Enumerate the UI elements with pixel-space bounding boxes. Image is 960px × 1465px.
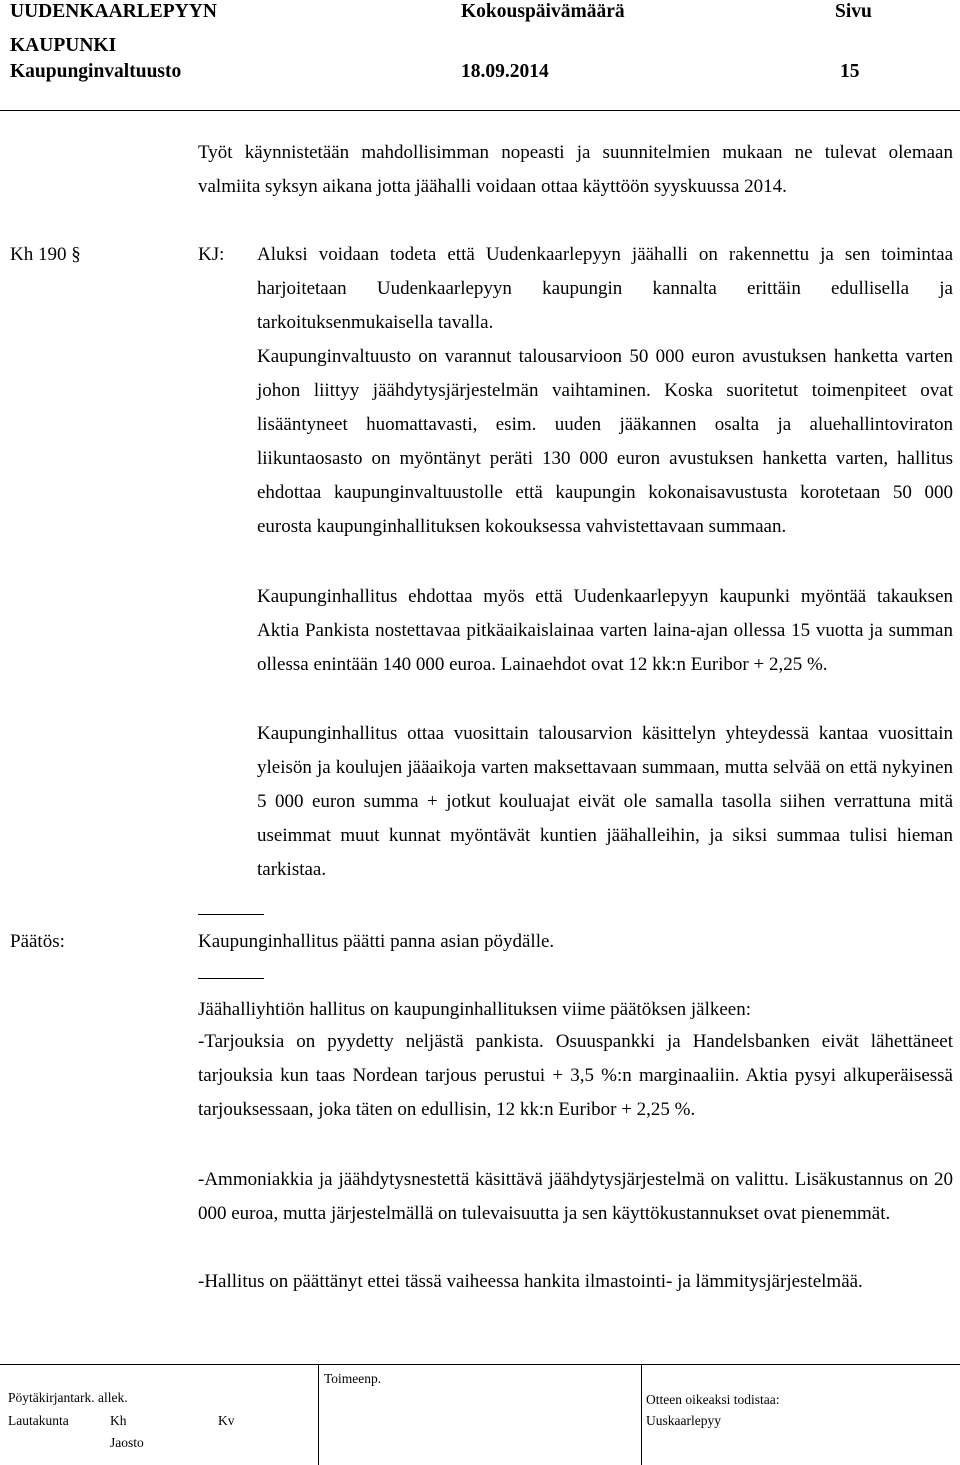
addendum-item-1: -Tarjouksia on pyydetty neljästä pankista. Osuuspankki ja Handelsbanken eivät lähettäneet tarjouksia kun taas Nordean tarjous perustui + 3,5 %:n marginaaliin. Aktia pysyi alkuperäisessä tarjouksessaan, joka täten on edullisin, 12 kk:n Euribor + 2,25 %. xyxy=(198,1031,953,1120)
decision-label: Päätös: xyxy=(10,931,65,952)
org-name-line1: UUDENKAARLEPYYN xyxy=(10,1,217,22)
footer-signature-table xyxy=(0,1364,960,1465)
date-label: Kokouspäivämäärä xyxy=(461,1,625,22)
date-value: 18.09.2014 xyxy=(461,61,549,82)
intro-paragraph: Työt käynnistetään mahdollisimman nopeasti ja suunnitelmien mukaan ne tulevat olemaan valmiita syksyn aikana jotta jäähalli voidaan ottaa käyttöön syyskuussa 2014. xyxy=(198,142,953,197)
col-kv: Kv xyxy=(218,1413,235,1428)
col-lautakunta: Lautakunta xyxy=(8,1413,69,1428)
decision-separator-bottom xyxy=(198,978,264,979)
section-paragraph-3: Kaupunginhallitus ottaa vuosittain talousarvion käsittelyn yhteydessä kantaa vuosittain yleisön ja koulujen jääaikoja varten maksettavaan summaan, mutta selvää on että nykyinen 5 000 euron summa + jotkut kouluajat eivät ole samalla tasolla siihen verrattuna mitä useimmat muut kunnat myöntävät kuntien jäähalleihin, ja siksi summaa tulisi hieman tarkistaa. xyxy=(257,723,953,880)
section-number: Kh 190 § xyxy=(10,244,81,265)
addendum-item-3: -Hallitus on päättänyt ettei tässä vaiheessa hankita ilmastointi- ja lämmitysjärjestelmää. xyxy=(198,1271,863,1292)
signers-label: Pöytäkirjantark. allek. xyxy=(8,1390,128,1405)
footer-divider-2 xyxy=(641,1365,642,1465)
decision-text: Kaupunginhallitus päätti panna asian pöydälle. xyxy=(198,931,555,952)
section-paragraph-2: Kaupunginhallitus ehdottaa myös että Uudenkaarlepyyn kaupunki myöntää takauksen Aktia Pankista nostettavaa pitkäaikaislainaa varten laina-ajan ollessa 15 vuotta ja summan ollessa enintään 140 000 euroa. Lainaehdot ovat 12 kk:n Euribor + 2,25 %. xyxy=(257,586,953,675)
footer-divider-1 xyxy=(318,1365,319,1465)
body-name: Kaupunginvaltuusto xyxy=(10,61,182,82)
kj-prefix: KJ: xyxy=(198,244,225,265)
page-number: 15 xyxy=(840,61,860,82)
addendum-item-2: -Ammoniakkia ja jäähdytysnestettä käsittävä jäähdytysjärjestelmä on valittu. Lisäkustannus on 20 000 euroa, mutta järjestelmällä on tulevaisuutta ja sen käyttökustannukset ovat pienemmät. xyxy=(198,1169,953,1224)
decision-separator-top xyxy=(198,914,264,915)
org-name-line2: KAUPUNKI xyxy=(10,35,117,56)
header-divider xyxy=(0,110,960,111)
toimeenp-label: Toimeenp. xyxy=(324,1371,382,1386)
col-kh: Kh xyxy=(110,1413,127,1428)
addendum-intro: Jäähalliyhtiön hallitus on kaupunginhallituksen viime päätöksen jälkeen: xyxy=(198,999,751,1020)
certify-place: Uuskaarlepyy xyxy=(646,1413,721,1428)
col-jaosto: Jaosto xyxy=(110,1435,144,1450)
page-label: Sivu xyxy=(835,1,872,22)
section-paragraph-1: Kaupunginvaltuusto on varannut talousarvioon 50 000 euron avustuksen hanketta varten johon liittyy jäähdytysjärjestelmän vaihtaminen. Koska suoritetut toimenpiteet ovat lisääntyneet huomattavasti, esim. uuden jääkannen osalta ja aluehallintoviraton liikuntaosasto on myöntänyt peräti 130 000 euron avustuksen hanketta varten, hallitus ehdottaa kaupunginvaltuustolle että kaupungin kokonaisavustusta korotetaan 50 000 eurosta kaupunginhallituksen kokouksessa vahvistettavaan summaan. xyxy=(257,346,953,537)
certify-label: Otteen oikeaksi todistaa: xyxy=(646,1392,780,1407)
kj-paragraph: Aluksi voidaan todeta että Uudenkaarlepyyn jäähalli on rakennettu ja sen toimintaa harjoitetaan Uudenkaarlepyyn kaupungin kannalta erittäin edullisella ja tarkoituksenmukaisella tavalla. xyxy=(257,244,953,333)
